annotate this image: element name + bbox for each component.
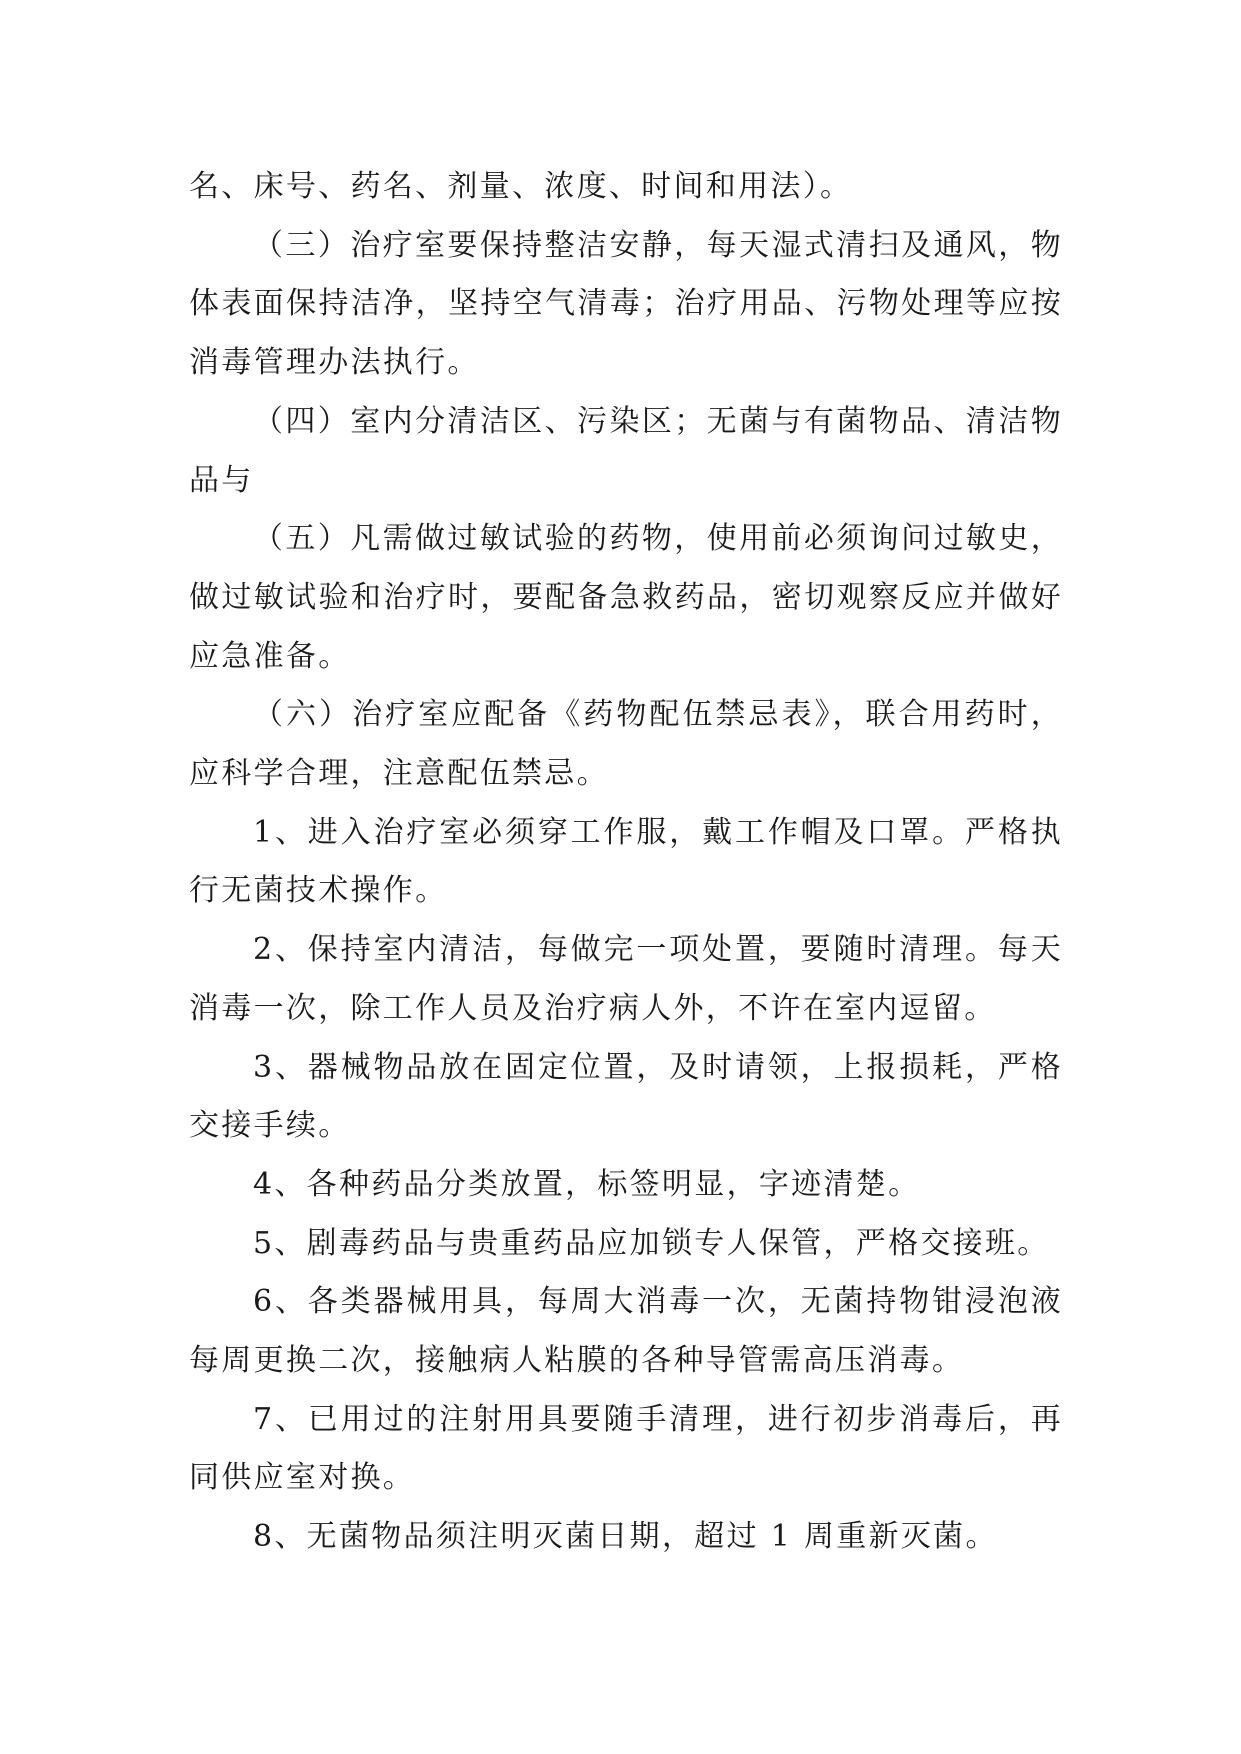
paragraph-13: 8、无菌物品须注明灭菌日期，超过 1 周重新灭菌。 <box>253 1519 998 1555</box>
document-body <box>189 158 1063 1567</box>
paragraph-11: 6、各类器械用具，每周大消毒一次，无菌持物钳浸泡液每周更换二次，接触病人粘膜的各种导管需高压消毒。 <box>189 1284 1063 1379</box>
paragraph-8: 3、器械物品放在固定位置，及时请领，上报损耗，严格交接手续。 <box>189 1049 1063 1144</box>
paragraph-9: 4、各种药品分类放置，标签明显，字迹清楚。 <box>253 1166 921 1202</box>
paragraph-7: 2、保持室内清洁，每做完一项处置，要随时清理。每天消毒一次，除工作人员及治疗病人外，不许在室内逗留。 <box>189 932 1063 1026</box>
paragraph-4: （五）凡需做过敏试验的药物，使用前必须询问过敏史，做过敏试验和治疗时，要配备急救药品，密切观察反应并做好应急准备。 <box>189 521 1063 674</box>
paragraph-5: （六）治疗室应配备《药物配伍禁忌表》，联合用药时，应科学合理，注意配伍禁忌。 <box>189 697 1063 792</box>
paragraph-6: 1、进入治疗室必须穿工作服，戴工作帽及口罩。严格执行无菌技术操作。 <box>189 814 1063 909</box>
paragraph-1: 名、床号、药名、剂量、浓度、时间和用法）。 <box>189 169 853 204</box>
paragraph-12: 7、已用过的注射用具要随手清理，进行初步消毒后，再同供应室对换。 <box>189 1401 1063 1496</box>
paragraph-10: 5、剧毒药品与贵重药品应加锁专人保管，严格交接班。 <box>253 1225 1050 1261</box>
paragraph-3: （四）室内分清洁区、污染区；无菌与有菌物品、清洁物品与 <box>189 403 1063 498</box>
paragraph-2: （三）治疗室要保持整洁安静，每天湿式清扫及通风，物体表面保持洁净，坚持空气清毒；治疗用品、污物处理等应按消毒管理办法执行。 <box>189 227 1063 381</box>
